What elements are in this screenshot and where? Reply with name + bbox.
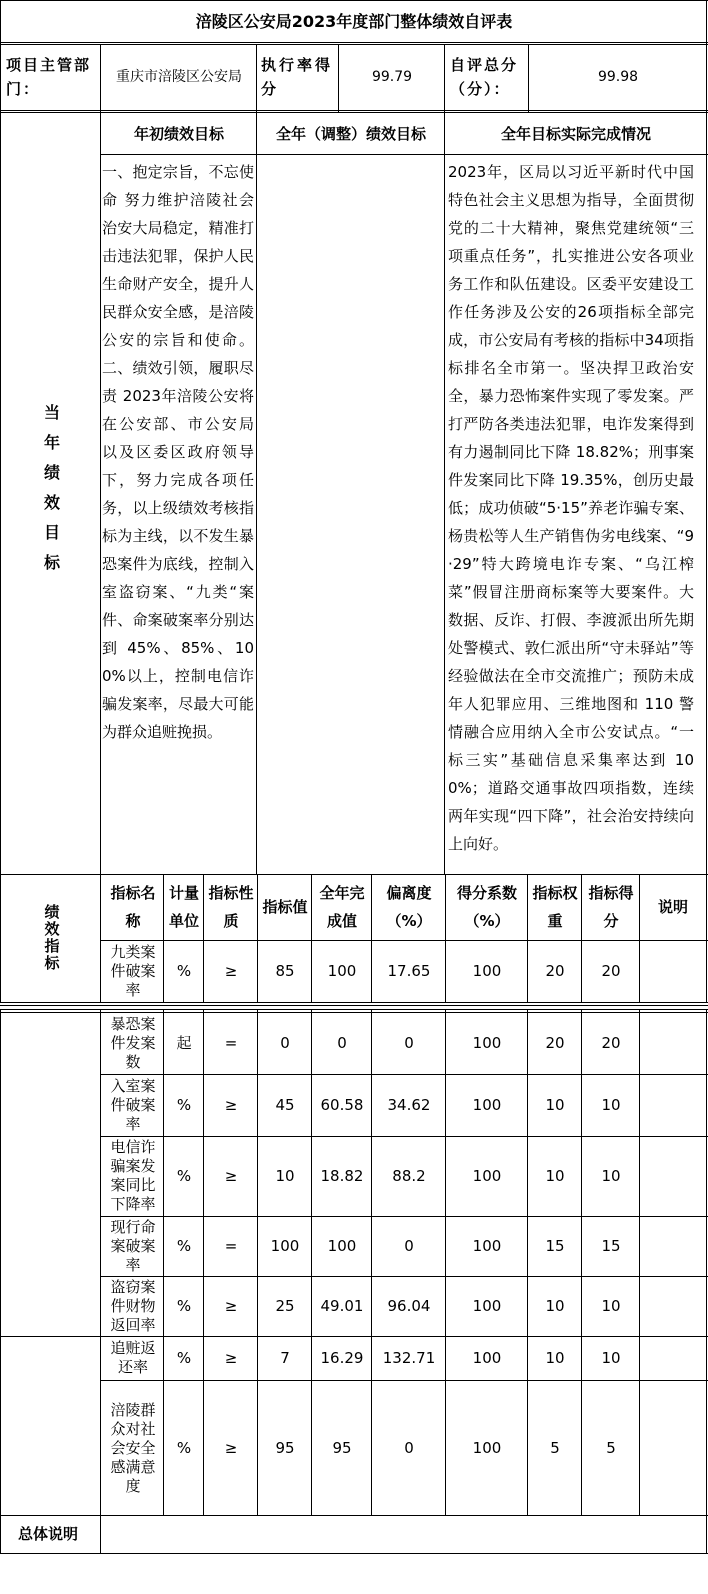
grid-line xyxy=(203,874,204,1515)
cell-weight: 10 xyxy=(545,1166,565,1185)
cell-actual-value: 100 xyxy=(327,1236,357,1255)
adjusted-goal-header: 全年（调整）绩效目标 xyxy=(275,124,426,143)
exec-rate-value: 99.79 xyxy=(371,68,413,85)
page-break-line-top xyxy=(0,1002,708,1003)
cell-nature: ≥ xyxy=(224,1348,238,1367)
grid-line xyxy=(445,874,446,1515)
cell-score-coef: 100 xyxy=(472,1438,502,1457)
grid-line xyxy=(100,44,101,112)
cell-target-value: 25 xyxy=(275,1296,295,1315)
page-break-line-bottom xyxy=(0,1009,708,1010)
header-nature: 指标性质 xyxy=(208,884,254,930)
cell-nature: ≥ xyxy=(224,1095,238,1114)
cell-target-value: 45 xyxy=(275,1095,295,1114)
cell-weight: 10 xyxy=(545,1095,565,1114)
cell-unit: % xyxy=(176,1348,192,1367)
cell-weight: 5 xyxy=(550,1438,560,1457)
grid-line xyxy=(0,42,708,43)
actual-completion-text: 2023年，区局以习近平新时代中国特色社会主义思想为指导，全面贯彻党的二十大精神，聚焦党建统领“三项重点任务”，扎实推进公安各项业务工作和队伍建设。区委平安建设工作任务涉及公安的26项指标全部完成，市公安局有考核的指标中34项指标排名全市第一。坚决捍卫政治安全，暴力恐怖案件实现了零发案。严打严防各类违法犯罪，电诈发案得到有力遏制同比下降 18.82%；刑事案件发案同比下降 19.35%，创历史最低；成功侦破“5·15”养老诈骗专案、杨贵松等人生产销售伪劣电线案、“9·29”特大跨境电诈专案、“乌江榨菜”假冒注册商标案等大要案件。大数据、反诈、打假、李渡派出所先期处警模式、敦仁派出所“守未驿站”等经验做法在全市交流推广；预防未成年人犯罪应用、三维地图和 110 警情融合应用纳入全市公安试点。“一标三实”基础信息采集率达到 100%；道路交通事故四项指数，连续两年实现“四下降”，社会治安持续向上向好。 xyxy=(448,163,694,853)
frame-left xyxy=(0,0,1,1554)
cell-score-coef: 100 xyxy=(472,1236,502,1255)
grid-line xyxy=(0,112,708,113)
cell-target-value: 7 xyxy=(280,1348,290,1367)
grid-line xyxy=(0,44,708,45)
grid-line xyxy=(100,154,708,155)
grid-line xyxy=(0,874,708,875)
goals-section-label: 当年绩效目标 xyxy=(41,404,61,584)
summary-label: 总体说明 xyxy=(18,1524,79,1543)
cell-deviation: 0 xyxy=(404,1438,414,1457)
cell-note xyxy=(640,1216,706,1276)
cell-score: 20 xyxy=(601,1033,621,1052)
cell-target-value: 85 xyxy=(275,961,295,980)
cell-note xyxy=(640,1336,706,1380)
cell-actual-value: 60.58 xyxy=(320,1095,364,1114)
header-indicator-name: 指标名称 xyxy=(110,884,156,930)
cell-actual-value: 16.29 xyxy=(320,1348,364,1367)
grid-line xyxy=(528,44,529,112)
cell-actual-value: 49.01 xyxy=(320,1296,364,1315)
grid-line xyxy=(371,874,372,1515)
cell-target-value: 95 xyxy=(275,1438,295,1457)
cell-indicator-name: 涪陵群众对社会安全感满意度 xyxy=(110,1400,156,1495)
cell-deviation: 34.62 xyxy=(387,1095,431,1114)
cell-indicator-name: 九类案件破案率 xyxy=(110,942,156,999)
cell-note xyxy=(640,1074,706,1136)
cell-score: 10 xyxy=(601,1095,621,1114)
grid-line xyxy=(639,874,640,1515)
summary-value xyxy=(102,1515,706,1553)
cell-weight: 10 xyxy=(545,1296,565,1315)
grid-line xyxy=(581,874,582,1515)
grid-line xyxy=(338,44,339,112)
cell-score: 20 xyxy=(601,961,621,980)
cell-actual-value: 18.82 xyxy=(320,1166,364,1185)
grid-line xyxy=(100,1276,708,1277)
header-score: 指标得分 xyxy=(588,884,634,930)
cell-unit: % xyxy=(176,1095,192,1114)
cell-score: 5 xyxy=(606,1438,616,1457)
cell-weight: 20 xyxy=(545,961,565,980)
cell-nature: ≥ xyxy=(224,961,238,980)
grid-line xyxy=(100,1136,708,1137)
header-actual-value: 全年完成值 xyxy=(319,884,365,930)
header-weight: 指标权重 xyxy=(532,884,578,930)
cell-score-coef: 100 xyxy=(472,1095,502,1114)
cell-score: 10 xyxy=(601,1166,621,1185)
grid-line xyxy=(100,1216,708,1217)
initial-goal-text: 一、抱定宗旨，不忘使命 努力维护涪陵社会治安大局稳定，精准打击违法犯罪，保护人民生命财产安全，提升人民群众安全感，是涪陵公安的宗旨和使命。 二、绩效引领，履职尽责 2023年涪陵公安将在公安部、市公安局 以及区委区政府领导下，努力完成各项任务，以上级绩效考核指标为主线，以不发生暴恐案件为底线，控制入室盗窃案、“九类“案件、命案破案率分别达到 45%、85%、100%以上，控制电信诈骗发案率，尽最大可能为群众追赃挽损。 xyxy=(102,163,254,741)
total-score-value: 99.98 xyxy=(597,68,639,85)
grid-line xyxy=(0,1012,708,1013)
page-break-line-mid xyxy=(0,1005,708,1006)
cell-deviation: 0 xyxy=(404,1236,414,1255)
grid-line xyxy=(100,1380,708,1381)
cell-unit: % xyxy=(176,1166,192,1185)
grid-line xyxy=(256,44,257,112)
grid-line xyxy=(100,1074,708,1075)
total-score-label: 自评总分（分）： xyxy=(450,56,519,98)
frame-right xyxy=(706,0,707,1554)
grid-line xyxy=(257,874,258,1515)
header-note: 说明 xyxy=(657,898,688,916)
cell-weight: 10 xyxy=(545,1348,565,1367)
cell-nature: = xyxy=(224,1236,238,1255)
cell-deviation: 17.65 xyxy=(387,961,431,980)
grid-line xyxy=(256,112,257,874)
cell-target-value: 10 xyxy=(275,1166,295,1185)
cell-note xyxy=(640,1380,706,1516)
cell-unit: % xyxy=(176,1236,192,1255)
grid-line xyxy=(163,874,164,1515)
cell-indicator-name: 入室案件破案率 xyxy=(110,1076,156,1133)
grid-line xyxy=(444,44,445,112)
actual-completion-header: 全年目标实际完成情况 xyxy=(500,124,651,143)
cell-actual-value: 95 xyxy=(332,1438,352,1457)
cell-actual-value: 0 xyxy=(337,1033,347,1052)
cell-score-coef: 100 xyxy=(472,961,502,980)
cell-unit: % xyxy=(176,1438,192,1457)
cell-indicator-name: 现行命案破案率 xyxy=(110,1217,156,1274)
header-deviation: 偏离度（%） xyxy=(386,884,432,930)
cell-score: 15 xyxy=(601,1236,621,1255)
header-score-coef: 得分系数（%） xyxy=(456,884,517,930)
dept-label: 项目主管部门： xyxy=(6,56,92,98)
dept-value: 重庆市涪陵区公安局 xyxy=(116,68,242,85)
cell-unit: % xyxy=(176,961,192,980)
cell-deviation: 96.04 xyxy=(387,1296,431,1315)
cell-note xyxy=(640,940,706,1002)
cell-indicator-name: 电信诈骗案发案同比下降率 xyxy=(110,1138,156,1213)
cell-nature: ≥ xyxy=(224,1438,238,1457)
grid-line xyxy=(444,112,445,874)
frame-top xyxy=(0,0,708,1)
cell-target-value: 100 xyxy=(270,1236,300,1255)
page-title: 涪陵区公安局2023年度部门整体绩效自评表 xyxy=(195,11,513,31)
indicators-section-label: 绩效指标 xyxy=(42,904,61,972)
grid-line xyxy=(527,874,528,1515)
grid-line xyxy=(311,874,312,1515)
initial-goal-header: 年初绩效目标 xyxy=(133,124,224,143)
cell-note xyxy=(640,1276,706,1336)
grid-line xyxy=(0,110,708,111)
grid-line xyxy=(0,1515,708,1516)
cell-nature: ≥ xyxy=(224,1296,238,1315)
cell-score: 10 xyxy=(601,1296,621,1315)
cell-score-coef: 100 xyxy=(472,1296,502,1315)
header-target-value: 指标值 xyxy=(262,898,308,916)
frame-bottom xyxy=(0,1553,708,1554)
cell-note xyxy=(640,1136,706,1216)
cell-note xyxy=(640,1012,706,1074)
cell-target-value: 0 xyxy=(280,1033,290,1052)
cell-score-coef: 100 xyxy=(472,1348,502,1367)
cell-score-coef: 100 xyxy=(472,1166,502,1185)
cell-nature: = xyxy=(224,1033,238,1052)
cell-deviation: 0 xyxy=(404,1033,414,1052)
cell-weight: 15 xyxy=(545,1236,565,1255)
cell-deviation: 88.2 xyxy=(392,1166,426,1185)
cell-score: 10 xyxy=(601,1348,621,1367)
cell-nature: ≥ xyxy=(224,1166,238,1185)
header-unit: 计量单位 xyxy=(168,884,199,930)
cell-score-coef: 100 xyxy=(472,1033,502,1052)
cell-indicator-name: 盗窃案件财物返回率 xyxy=(110,1277,156,1334)
cell-unit: % xyxy=(176,1296,192,1315)
cell-weight: 20 xyxy=(545,1033,565,1052)
cell-deviation: 132.71 xyxy=(382,1348,436,1367)
grid-line xyxy=(100,940,708,941)
exec-rate-label: 执行率得分 xyxy=(261,56,334,98)
grid-line xyxy=(0,1336,708,1337)
cell-unit: 起 xyxy=(176,1033,192,1052)
cell-indicator-name: 暴恐案件发案数 xyxy=(110,1014,156,1071)
cell-indicator-name: 追赃返还率 xyxy=(110,1339,156,1376)
cell-actual-value: 100 xyxy=(327,961,357,980)
